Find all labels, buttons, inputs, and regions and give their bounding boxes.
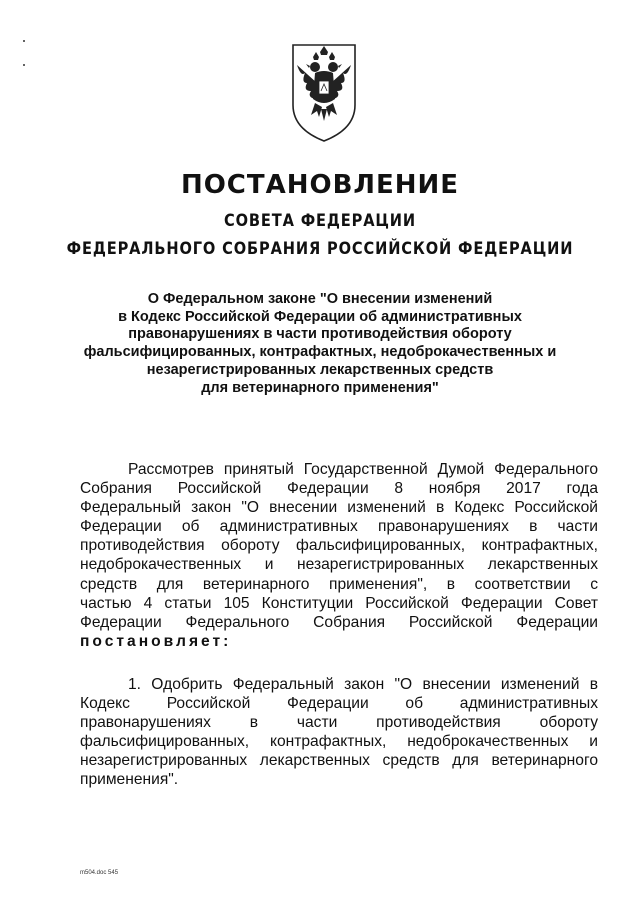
paragraph-line: частью 4 статьи 105 Конституции Российской Федерации Совет xyxy=(80,594,598,612)
paragraph-line: Собрания Российской Федерации 8 ноября 2017 года xyxy=(80,480,598,498)
paragraph-line: применения". xyxy=(80,771,179,789)
scan-mark xyxy=(23,40,25,42)
document-subtitle-assembly: ФЕДЕРАЛЬНОГО СОБРАНИЯ РОССИЙСКОЙ ФЕДЕРАЦИИ xyxy=(66,239,574,259)
heading-line: фальсифицированных, контрафактных, недоброкачественных и xyxy=(83,344,557,361)
paragraph-line: правонарушениях в части противодействия обороту xyxy=(80,714,598,732)
heading-line: правонарушениях в части противодействия обороту xyxy=(128,326,512,343)
document-title: ПОСТАНОВЛЕНИЕ xyxy=(180,170,460,200)
paragraph-line: Федерации Федерального Собрания Российской Федерации xyxy=(80,613,598,631)
paragraph-line: фальсифицированных, контрафактных, недоброкачественных и xyxy=(80,733,598,751)
paragraph-line: Рассмотрев принятый Государственной Думой Федерального xyxy=(128,461,598,478)
heading-line: для ветеринарного применения" xyxy=(201,379,439,396)
scan-mark xyxy=(23,64,25,66)
paragraph-line: противодействия обороту фальсифицированных, контрафактных, xyxy=(80,537,598,555)
document-subtitle-council: СОВЕТА ФЕДЕРАЦИИ xyxy=(224,211,416,231)
resolves-word: постановляет: xyxy=(80,632,232,650)
resolution-heading xyxy=(80,291,560,397)
paragraph-line: средств для ветеринарного применения", в соответствии с xyxy=(80,575,598,593)
paragraph-line: Федерации об административных правонарушениях в части xyxy=(80,518,598,536)
paragraph-line: Кодекс Российской Федерации об административных xyxy=(80,695,598,713)
russian-coat-of-arms-icon xyxy=(291,43,357,143)
paragraph-line: Федеральный закон "О внесении изменений в Кодекс Российской xyxy=(80,499,598,517)
paragraph-line: незарегистрированных лекарственных средств для ветеринарного xyxy=(80,752,598,770)
document-file-code: m504.doc 545 xyxy=(80,870,119,876)
paragraph-line: 1. Одобрить Федеральный закон "О внесении изменений в xyxy=(128,676,598,693)
clause-1-paragraph xyxy=(80,675,598,790)
heading-line: незарегистрированных лекарственных средств xyxy=(146,361,494,378)
paragraph-line: недоброкачественных и незарегистрированных лекарственных xyxy=(80,556,598,574)
preamble-paragraph xyxy=(80,460,598,651)
heading-line: в Кодекс Российской Федерации об административных xyxy=(118,308,522,325)
heading-line: О Федеральном законе "О внесении изменений xyxy=(147,291,493,307)
